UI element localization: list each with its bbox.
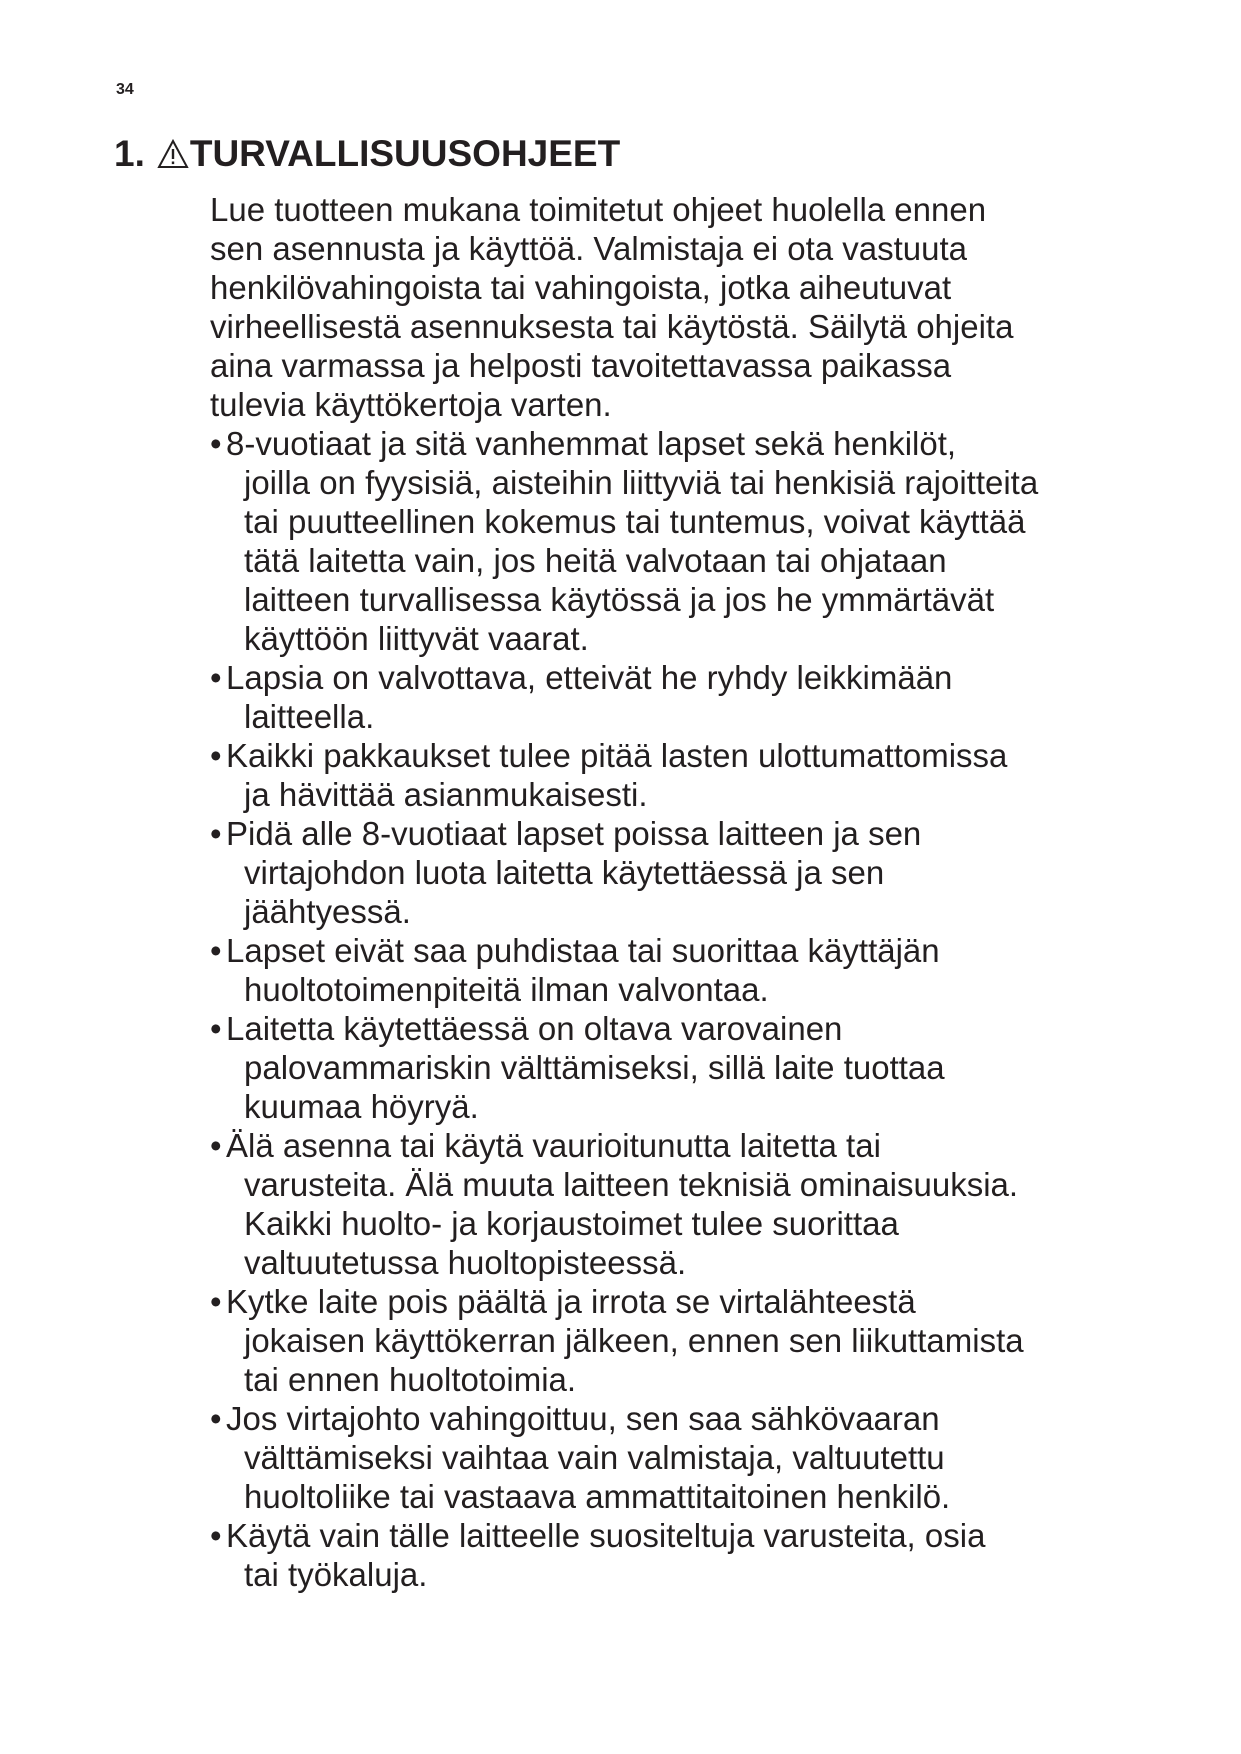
bullet-continuation-line: jäähtyessä. (244, 893, 411, 930)
bullet-text: Pidä alle 8-vuotiaat lapset poissa laitteen ja sen (226, 815, 922, 852)
bullet-continuation-line: tai työkaluja. (244, 1556, 428, 1593)
bullet-text: Kaikki pakkaukset tulee pitää lasten ulottumattomissa (226, 737, 1008, 774)
intro-line: aina varmassa ja helposti tavoitettavassa paikassa (210, 347, 952, 384)
bullet-first-line (210, 814, 1210, 853)
intro-paragraph (210, 190, 1210, 424)
bullet-list (210, 424, 1210, 1594)
bullet-continuation-line: tätä laitetta vain, jos heitä valvotaan tai ohjataan (244, 542, 947, 579)
bullet-continuation-line: laitteen turvallisessa käytössä ja jos he ymmärtävät (244, 581, 995, 618)
bullet-text: Älä asenna tai käytä vaurioitunutta laitetta tai (226, 1127, 881, 1164)
bullet-item (210, 1516, 1210, 1594)
bullet-continuation-line: ja hävittää asianmukaisesti. (244, 776, 648, 813)
bullet-dot: • (210, 425, 222, 462)
bullet-item (210, 736, 1210, 814)
bullet-dot: • (210, 737, 222, 774)
safety-instructions (210, 190, 1210, 1594)
bullet-item (210, 1399, 1210, 1516)
bullet-continuation-line: kuumaa höyryä. (244, 1088, 479, 1125)
intro-line: virheellisestä asennuksesta tai käytöstä. Säilytä ohjeita (210, 308, 1014, 345)
bullet-first-line (210, 931, 1210, 970)
bullet-dot: • (210, 1283, 222, 1320)
section-number: 1. (114, 133, 145, 174)
bullet-first-line (210, 1009, 1210, 1048)
bullet-dot: • (210, 1517, 222, 1554)
bullet-item (210, 1282, 1210, 1399)
bullet-dot: • (210, 1127, 222, 1164)
bullet-text: Lapsia on valvottava, etteivät he ryhdy leikkimään (226, 659, 953, 696)
page-number: 34 (116, 81, 134, 98)
bullet-text: 8-vuotiaat ja sitä vanhemmat lapset sekä henkilöt, (226, 425, 957, 462)
bullet-first-line (210, 736, 1210, 775)
bullet-continuation-line: joilla on fyysisiä, aisteihin liittyviä tai henkisiä rajoitteita (244, 464, 1039, 501)
bullet-item (210, 1009, 1210, 1126)
bullet-dot: • (210, 1400, 222, 1437)
intro-line: sen asennusta ja käyttöä. Valmistaja ei ota vastuuta (210, 230, 968, 267)
section-heading (114, 132, 620, 176)
section-title: TURVALLISUUSOHJEET (189, 133, 621, 174)
bullet-continuation-line: välttämiseksi vaihtaa vain valmistaja, valtuutettu (244, 1439, 945, 1476)
intro-line: henkilövahingoista tai vahingoista, jotka aiheutuvat (210, 269, 952, 306)
bullet-first-line (210, 1126, 1210, 1165)
bullet-first-line (210, 1399, 1210, 1438)
bullet-text: Lapset eivät saa puhdistaa tai suorittaa käyttäjän (226, 932, 940, 969)
intro-line: Lue tuotteen mukana toimitetut ohjeet huolella ennen (210, 191, 987, 228)
intro-line: tulevia käyttökertoja varten. (210, 386, 612, 423)
bullet-item (210, 1126, 1210, 1282)
bullet-first-line (210, 424, 1210, 463)
bullet-first-line (210, 658, 1210, 697)
warning-triangle-icon (157, 139, 189, 169)
bullet-continuation-line: virtajohdon luota laitetta käytettäessä ja sen (244, 854, 885, 891)
bullet-continuation-line: varusteita. Älä muuta laitteen teknisiä ominaisuuksia. (244, 1166, 1019, 1203)
bullet-text: Käytä vain tälle laitteelle suositeltuja varusteita, osia (226, 1517, 986, 1554)
bullet-first-line (210, 1282, 1210, 1321)
bullet-text: Jos virtajohto vahingoittuu, sen saa sähkövaaran (226, 1400, 940, 1437)
bullet-dot: • (210, 659, 222, 696)
bullet-item (210, 658, 1210, 736)
bullet-continuation-line: tai ennen huoltotoimia. (244, 1361, 577, 1398)
bullet-first-line (210, 1516, 1210, 1555)
bullet-continuation-line: laitteella. (244, 698, 375, 735)
bullet-continuation-line: huoltotoimenpiteitä ilman valvontaa. (244, 971, 769, 1008)
bullet-dot: • (210, 1010, 222, 1047)
bullet-continuation-line: Kaikki huolto- ja korjaustoimet tulee suorittaa (244, 1205, 899, 1242)
bullet-continuation-line: käyttöön liittyvät vaarat. (244, 620, 589, 657)
bullet-item (210, 814, 1210, 931)
bullet-continuation-line: huoltoliike tai vastaava ammattitaitoinen henkilö. (244, 1478, 951, 1515)
bullet-dot: • (210, 932, 222, 969)
bullet-continuation-line: valtuutetussa huoltopisteessä. (244, 1244, 687, 1281)
bullet-continuation-line: palovammariskin välttämiseksi, sillä laite tuottaa (244, 1049, 945, 1086)
bullet-text: Kytke laite pois päältä ja irrota se virtalähteestä (226, 1283, 916, 1320)
bullet-item (210, 424, 1210, 658)
bullet-text: Laitetta käytettäessä on oltava varovainen (226, 1010, 843, 1047)
bullet-item (210, 931, 1210, 1009)
bullet-continuation-line: jokaisen käyttökerran jälkeen, ennen sen liikuttamista (244, 1322, 1024, 1359)
bullet-dot: • (210, 815, 222, 852)
bullet-continuation-line: tai puutteellinen kokemus tai tuntemus, voivat käyttää (244, 503, 1026, 540)
